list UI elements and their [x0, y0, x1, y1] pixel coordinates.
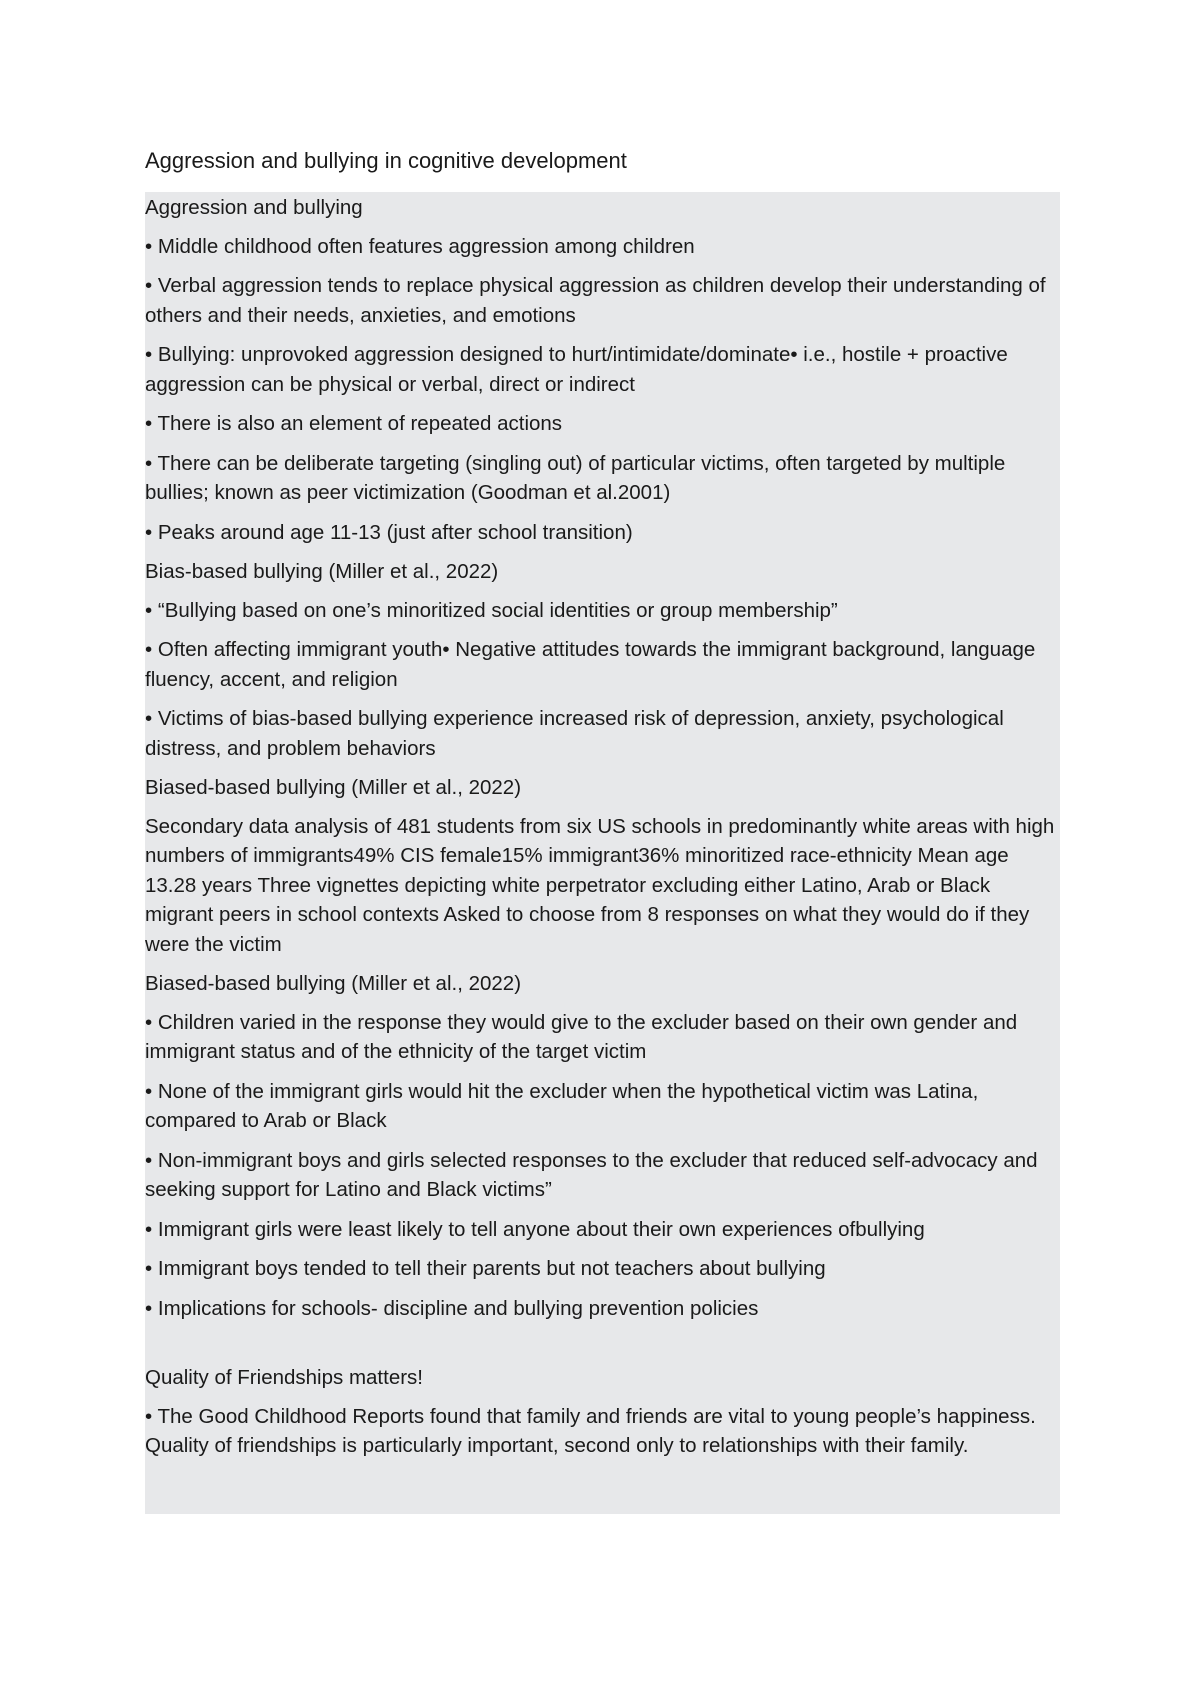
bullet-point: • Implications for schools- discipline and bullying prevention policies — [145, 1296, 759, 1320]
bullet-point: • Victims of bias-based bullying experience increased risk of depression, anxiety, psychological distress, and problem behaviors — [145, 707, 1004, 760]
bullet-point: • There is also an element of repeated actions — [145, 412, 563, 435]
bullet-point: • Often affecting immigrant youth• Negative attitudes towards the immigrant background, language fluency, accent, and religion — [145, 638, 1036, 691]
bullet-point: • Non-immigrant boys and girls selected responses to the excluder that reduced self-advocacy and seeking support for Latino and Black victims” — [145, 1148, 1038, 1201]
bullet-point: • None of the immigrant girls would hit the excluder when the hypothetical victim was Latina, compared to Arab or Black — [145, 1079, 979, 1132]
page-title: Aggression and bullying in cognitive development — [145, 148, 627, 173]
section-heading-biased-based-2: Biased-based bullying (Miller et al., 2022) — [145, 972, 522, 995]
bullet-point: • “Bullying based on one’s minoritized social identities or group membership” — [145, 598, 838, 622]
blank-line — [145, 1333, 1056, 1363]
section-heading-biased-based-1: Biased-based bullying (Miller et al., 2022) — [145, 776, 522, 799]
bullet-point: • Children varied in the response they would give to the excluder based on their own gender and immigrant status and of the ethnicity of the target victim — [145, 1010, 1018, 1063]
section-heading-bias-based: Bias-based bullying (Miller et al., 2022) — [145, 560, 499, 583]
bullet-point: • The Good Childhood Reports found that family and friends are vital to young people’s happiness. Quality of friendships is particularly important, second only to relationships with their family. — [145, 1404, 1036, 1457]
bullet-point: • Bullying: unprovoked aggression designed to hurt/intimidate/dominate• i.e., hostile + proactive aggression can be physical or verbal, direct or indirect — [145, 343, 1008, 396]
bullet-point: • Middle childhood often features aggression among children — [145, 234, 695, 258]
bullet-point: • Immigrant girls were least likely to tell anyone about their own experiences ofbullying — [145, 1217, 925, 1241]
section-heading-friendships: Quality of Friendships matters! — [145, 1366, 423, 1389]
highlighted-content-block — [145, 192, 1060, 1514]
bullet-point: • Verbal aggression tends to replace physical aggression as children develop their understanding of others and their needs, anxieties, and emotions — [145, 274, 1046, 327]
bullet-point: • There can be deliberate targeting (singling out) of particular victims, often targeted by multiple bullies; known as peer victimization (Goodman et al.2001) — [145, 451, 1006, 504]
bullet-point: • Peaks around age 11-13 (just after school transition) — [145, 520, 633, 544]
body-paragraph: Secondary data analysis of 481 students from six US schools in predominantly white areas with high numbers of immigrants49% CIS female15% immigrant36% minoritized race-ethnicity Mean age 13.28 years Three vignettes depicting white perpetrator excluding either Latino, Arab or Black migrant peers in school contexts Asked to choose from 8 responses on what they would do if they were the victim — [145, 814, 1055, 956]
bullet-point: • Immigrant boys tended to tell their parents but not teachers about bullying — [145, 1257, 826, 1280]
section-heading-aggression: Aggression and bullying — [145, 196, 363, 219]
